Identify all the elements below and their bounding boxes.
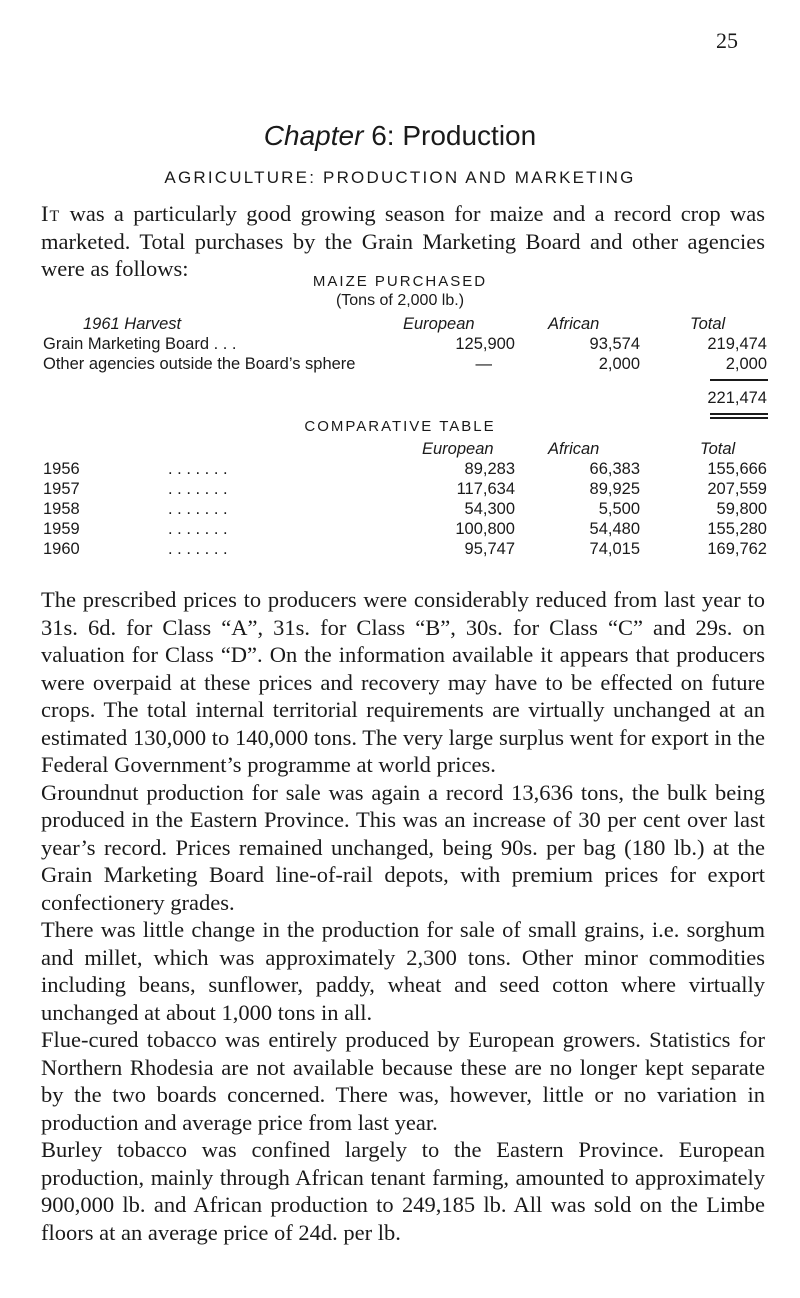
table2-year: 1958 — [43, 500, 80, 518]
table2-cell: 89,925 — [589, 480, 640, 498]
table2-cell: 155,280 — [707, 520, 767, 538]
table1-row-label: Other agencies outside the Board’s sphere — [43, 355, 356, 373]
table1-cell: — — [475, 355, 492, 373]
table2-cell: 5,500 — [598, 500, 640, 518]
table2-col-african: African — [548, 440, 600, 458]
table2-cell: 66,383 — [589, 460, 640, 478]
chapter-prefix: Chapter — [263, 120, 364, 151]
table2-cell: 95,747 — [464, 540, 515, 558]
table1-header-label: 1961 Harvest — [83, 315, 182, 333]
table2-cell: 89,283 — [464, 460, 515, 478]
page-number: 25 — [716, 28, 738, 53]
total-rule — [710, 379, 768, 381]
table1-col-african: African — [548, 315, 600, 333]
table2-leader: . . . . . . . — [168, 460, 228, 478]
table2-cell: 59,800 — [716, 500, 767, 518]
table1-cell: 2,000 — [725, 355, 767, 373]
section-heading: AGRICULTURE: PRODUCTION AND MARKETING — [164, 168, 636, 187]
chapter-title — [0, 120, 800, 152]
maize-table-subtitle: (Tons of 2,000 lb.) — [335, 292, 465, 309]
table1-col-european: European — [403, 315, 475, 333]
comparative-table-title: COMPARATIVE TABLE — [304, 418, 496, 435]
table2-year: 1957 — [43, 480, 80, 498]
table2-cell: 74,015 — [589, 540, 640, 558]
table2-year: 1960 — [43, 540, 80, 558]
chapter-number-title: 6: Production — [363, 120, 537, 151]
table2-leader: . . . . . . . — [168, 500, 228, 518]
table2-cell: 117,634 — [456, 480, 515, 498]
table2-cell: 100,800 — [455, 520, 515, 538]
table2-cell: 54,480 — [589, 520, 640, 538]
body-text — [41, 586, 765, 1246]
table2-leader: . . . . . . . — [168, 540, 228, 558]
intro-lead: It — [41, 201, 61, 226]
intro-paragraph — [41, 200, 765, 283]
double-rule-top — [710, 413, 768, 415]
table2-leader: . . . . . . . — [168, 520, 228, 538]
maize-table-title: MAIZE PURCHASED — [312, 273, 488, 290]
paragraph-burley-tobacco: Burley tobacco was confined largely to the Eastern Province. European production, mainly through African tenant farming, amounted to approximately 900,000 lb. and African production to 249,185 lb. All was sold on the Limbe floors at an average price of 24d. per lb. — [41, 1137, 765, 1245]
comparative-table — [0, 440, 800, 560]
table1-row-label: Grain Marketing Board . . . — [43, 335, 237, 353]
paragraph-groundnuts: Groundnut production for sale was again a record 13,636 tons, the bulk being produced in the Eastern Province. This was an increase of 30 per cent over last year’s record. Prices remained unchanged, being 90s. per bag (180 lb.) at the Grain Marketing Board line-of-rail depots, with premium prices for export confectionery grades. — [41, 779, 765, 915]
maize-purchased-table — [0, 315, 800, 405]
paragraph-maize-prices: The prescribed prices to producers were considerably reduced from last year to 31s. 6d. for Class “A”, 31s. for Class “B”, 30s. for Class “C” and 29s. on valuation for Class “D”. On the information available it appears that producers were overpaid at these prices and recovery may have to be effected on future crops. The total internal territorial requirements are virtually unchanged at an estimated 130,000 to 140,000 tons. The very large surplus went for export in the Federal Government’s programme at world prices. — [41, 587, 765, 777]
table2-cell: 169,762 — [707, 540, 767, 558]
table1-grand-total: 221,474 — [707, 389, 767, 407]
table1-cell: 219,474 — [707, 335, 767, 353]
table2-cell: 155,666 — [707, 460, 767, 478]
table2-year: 1956 — [43, 460, 80, 478]
table2-col-total: Total — [700, 440, 736, 458]
table1-col-total: Total — [690, 315, 726, 333]
intro-text: was a particularly good growing season for maize and a record crop was marketed. Total purchases by the Grain Marketing Board and other agencies were as follows: — [41, 201, 765, 281]
table2-cell: 54,300 — [464, 500, 515, 518]
table2-cell: 207,559 — [707, 480, 767, 498]
table2-leader: . . . . . . . — [168, 480, 228, 498]
paragraph-small-grains: There was little change in the production for sale of small grains, i.e. sorghum and millet, which was approximately 2,300 tons. Other minor commodities including beans, sunflower, paddy, wheat and seed cotton where virtually unchanged at about 1,000 tons in all. — [41, 917, 765, 1025]
table2-year: 1959 — [43, 520, 80, 538]
table1-cell: 93,574 — [589, 335, 640, 353]
table1-cell: 125,900 — [455, 335, 515, 353]
table2-col-european: European — [422, 440, 494, 458]
table1-cell: 2,000 — [598, 355, 640, 373]
paragraph-flue-cured-tobacco: Flue-cured tobacco was entirely produced by European growers. Statistics for Northern Rhodesia are not available because these are no longer kept separate by the two boards concerned. There was, however, little or no variation in production and average price from last year. — [41, 1027, 765, 1135]
